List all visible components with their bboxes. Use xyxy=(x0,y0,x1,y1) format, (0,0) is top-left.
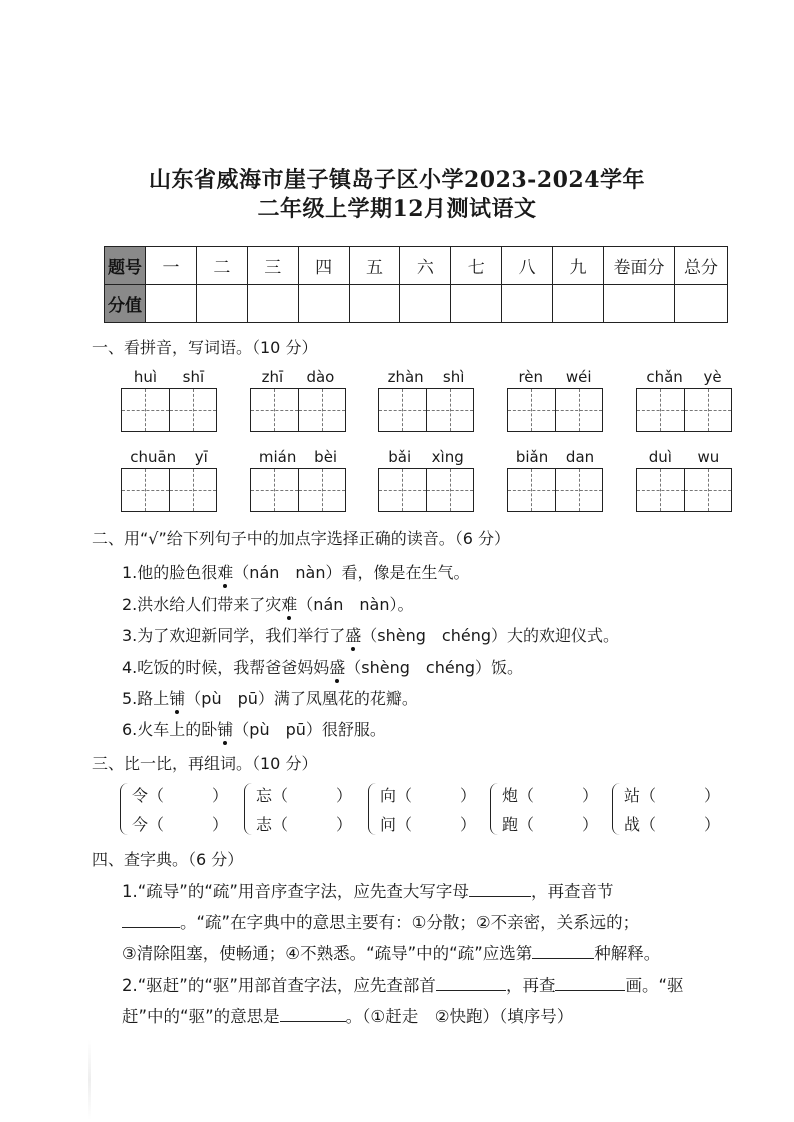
dotted-character: 铺 xyxy=(169,686,185,709)
reading-question xyxy=(122,592,413,615)
score-value-cell[interactable] xyxy=(553,285,604,323)
pinyin-syllable: yè xyxy=(703,368,722,386)
score-header-cell: 七 xyxy=(451,247,502,285)
word-blank[interactable]: （ ） xyxy=(272,786,353,805)
brace-mark xyxy=(612,783,621,835)
writing-grid[interactable] xyxy=(507,468,603,512)
score-row-label: 题号 xyxy=(105,247,146,285)
score-table-value-row xyxy=(105,285,728,323)
score-value-cell[interactable] xyxy=(604,285,675,323)
question-text: 1.他的脸色很 xyxy=(122,563,218,582)
question-text: 6.火车上的卧 xyxy=(122,720,218,739)
question-text: 5.路上 xyxy=(122,689,170,708)
brace-mark xyxy=(120,783,129,835)
compare-char: 问 xyxy=(380,815,397,834)
score-value-cell[interactable] xyxy=(451,285,502,323)
exam-title-line1: 山东省威海市崖子镇岛子区小学2023-2024学年 xyxy=(148,167,646,193)
score-header-cell: 九 xyxy=(553,247,604,285)
score-value-cell[interactable] xyxy=(400,285,451,323)
section1-title: 一、看拼音，写词语。（10 分） xyxy=(92,338,318,357)
compare-pair xyxy=(490,783,598,835)
word-blank[interactable]: （ ） xyxy=(518,815,599,834)
score-header-cell: 八 xyxy=(502,247,553,285)
writing-grid[interactable] xyxy=(636,388,732,432)
pinyin-box xyxy=(507,368,603,432)
pinyin-syllable: dan xyxy=(565,448,595,466)
word-blank[interactable]: （ ） xyxy=(272,815,353,834)
brace-mark xyxy=(244,783,253,835)
compare-pair xyxy=(244,783,352,835)
compare-char: 志 xyxy=(256,815,273,834)
pinyin-box xyxy=(121,448,217,512)
pinyin-syllable: mián xyxy=(258,448,297,466)
score-header-cell: 总分 xyxy=(675,247,728,285)
score-value-cell[interactable] xyxy=(196,285,247,323)
pinyin-syllable: wéi xyxy=(565,368,592,386)
question-text: ，再查音节 xyxy=(530,882,614,901)
compare-char: 站 xyxy=(624,786,641,805)
pinyin-syllable: bǎi xyxy=(388,448,412,466)
word-blank[interactable]: （ ） xyxy=(148,815,229,834)
pinyin-syllable: wu xyxy=(697,448,720,466)
compare-pair xyxy=(120,783,228,835)
score-value-cell[interactable] xyxy=(675,285,728,323)
writing-grid[interactable] xyxy=(121,388,217,432)
question-text: 画。“驱 xyxy=(625,976,684,995)
question-text: 种解释。 xyxy=(594,944,661,963)
score-header-cell: 一 xyxy=(146,247,197,285)
brace-mark xyxy=(368,783,377,835)
question-text: ，再查 xyxy=(505,976,556,995)
pinyin-syllable: duì xyxy=(648,448,672,466)
score-header-cell: 六 xyxy=(400,247,451,285)
pinyin-box xyxy=(636,448,732,512)
dotted-character: 盛 xyxy=(345,623,361,646)
score-value-cell[interactable] xyxy=(349,285,400,323)
score-table-header-row xyxy=(105,247,728,285)
pinyin-box xyxy=(507,448,603,512)
answer-blank[interactable] xyxy=(532,942,594,959)
brace-mark xyxy=(490,783,499,835)
question-text: 1.“疏导”的“疏”用音序查字法，应先查大写字母 xyxy=(122,882,469,901)
answer-blank[interactable] xyxy=(436,974,506,991)
score-header-cell: 二 xyxy=(196,247,247,285)
question-options[interactable]: （pù pū）很舒服。 xyxy=(233,720,386,739)
question-text: 。（①赶走 ②快跑）（填序号） xyxy=(345,1007,574,1026)
pinyin-syllable: yī xyxy=(194,448,208,466)
pinyin-syllable: chǎn xyxy=(646,368,683,386)
pinyin-box xyxy=(636,368,732,432)
question-options[interactable]: （shèng chéng）饭。 xyxy=(345,658,523,677)
section3-title: 三、比一比，再组词。（10 分） xyxy=(92,754,318,773)
compare-pair xyxy=(368,783,476,835)
word-blank[interactable]: （ ） xyxy=(396,786,477,805)
writing-grid[interactable] xyxy=(378,468,474,512)
writing-grid[interactable] xyxy=(250,388,346,432)
word-blank[interactable]: （ ） xyxy=(640,786,721,805)
answer-blank[interactable] xyxy=(122,911,180,928)
writing-grid[interactable] xyxy=(250,468,346,512)
pinyin-syllable: bèi xyxy=(314,448,338,466)
score-header-cell: 五 xyxy=(349,247,400,285)
pinyin-syllable: biǎn xyxy=(515,448,549,466)
compare-char: 今 xyxy=(132,815,149,834)
pinyin-syllable: dào xyxy=(306,368,335,386)
reading-question xyxy=(122,560,469,583)
score-value-cell[interactable] xyxy=(502,285,553,323)
score-value-cell[interactable] xyxy=(146,285,197,323)
question-options[interactable]: （shèng chéng）大的欢迎仪式。 xyxy=(361,626,619,645)
reading-question xyxy=(122,717,386,740)
question-options[interactable]: （pù pū）满了凤凰花的花瓣。 xyxy=(185,689,418,708)
question-text: 3.为了欢迎新同学，我们举行了 xyxy=(122,626,346,645)
score-value-cell[interactable] xyxy=(298,285,349,323)
pinyin-syllable: zhàn xyxy=(387,368,424,386)
compare-char: 跑 xyxy=(502,815,519,834)
dotted-character: 铺 xyxy=(217,717,233,740)
section2-title: 二、用“√”给下列句子中的加点字选择正确的读音。（6 分） xyxy=(92,529,511,548)
exam-title-line2: 二年级上学期12月测试语文 xyxy=(257,196,537,222)
question-text: 2.洪水给人们带来了灾 xyxy=(122,595,282,614)
dictionary-question-2 xyxy=(122,970,742,1032)
writing-grid[interactable] xyxy=(636,468,732,512)
score-header-cell: 四 xyxy=(298,247,349,285)
question-options[interactable]: （nán nàn）。 xyxy=(297,595,414,614)
score-row-label: 分值 xyxy=(105,285,146,323)
scan-fold-shadow xyxy=(88,1040,91,1120)
pinyin-syllable: shì xyxy=(442,368,465,386)
reading-question xyxy=(122,686,418,709)
pinyin-box xyxy=(378,368,474,432)
word-blank[interactable]: （ ） xyxy=(148,786,229,805)
dotted-character: 盛 xyxy=(329,655,345,678)
score-header-cell: 卷面分 xyxy=(604,247,675,285)
dictionary-question-1 xyxy=(122,876,742,969)
pinyin-box xyxy=(121,368,217,432)
pinyin-syllable: zhī xyxy=(261,368,284,386)
compare-char: 令 xyxy=(132,786,149,805)
word-blank[interactable]: （ ） xyxy=(396,815,477,834)
word-blank[interactable]: （ ） xyxy=(518,786,599,805)
section4-title: 四、查字典。（6 分） xyxy=(92,850,244,869)
writing-grid[interactable] xyxy=(378,388,474,432)
answer-blank[interactable] xyxy=(280,1005,346,1022)
pinyin-syllable: shī xyxy=(182,368,205,386)
pinyin-box xyxy=(378,448,474,512)
answer-blank[interactable] xyxy=(555,974,625,991)
question-text: 2.“驱赶”的“驱”用部首查字法，应先查部首 xyxy=(122,976,436,995)
answer-blank[interactable] xyxy=(469,880,531,897)
dotted-character: 难 xyxy=(281,592,297,615)
dotted-character: 难 xyxy=(217,560,233,583)
pinyin-syllable: huì xyxy=(133,368,158,386)
question-text: 4.吃饭的时候，我帮爸爸妈妈 xyxy=(122,658,330,677)
compare-char: 炮 xyxy=(502,786,519,805)
question-text: ③清除阻塞，使畅通；④不熟悉。“疏导”中的“疏”应选第 xyxy=(122,944,533,963)
word-blank[interactable]: （ ） xyxy=(640,815,721,834)
score-table xyxy=(104,246,728,323)
compare-char: 忘 xyxy=(256,786,273,805)
writing-grid[interactable] xyxy=(507,388,603,432)
question-text: 。“疏”在字典中的意思主要有：①分散；②不亲密，关系远的； xyxy=(180,913,640,932)
compare-pair xyxy=(612,783,720,835)
score-value-cell[interactable] xyxy=(247,285,298,323)
pinyin-syllable: rèn xyxy=(518,368,544,386)
compare-char: 向 xyxy=(380,786,397,805)
reading-question xyxy=(122,623,619,646)
reading-question xyxy=(122,655,523,678)
pinyin-box xyxy=(250,448,346,512)
question-text: 赶”中的“驱”的意思是 xyxy=(122,1007,280,1026)
pinyin-box xyxy=(250,368,346,432)
writing-grid[interactable] xyxy=(121,468,217,512)
score-header-cell: 三 xyxy=(247,247,298,285)
question-options[interactable]: （nán nàn）看，像是在生气。 xyxy=(233,563,470,582)
pinyin-syllable: chuān xyxy=(130,448,177,466)
compare-char: 战 xyxy=(624,815,641,834)
pinyin-syllable: xìng xyxy=(431,448,464,466)
